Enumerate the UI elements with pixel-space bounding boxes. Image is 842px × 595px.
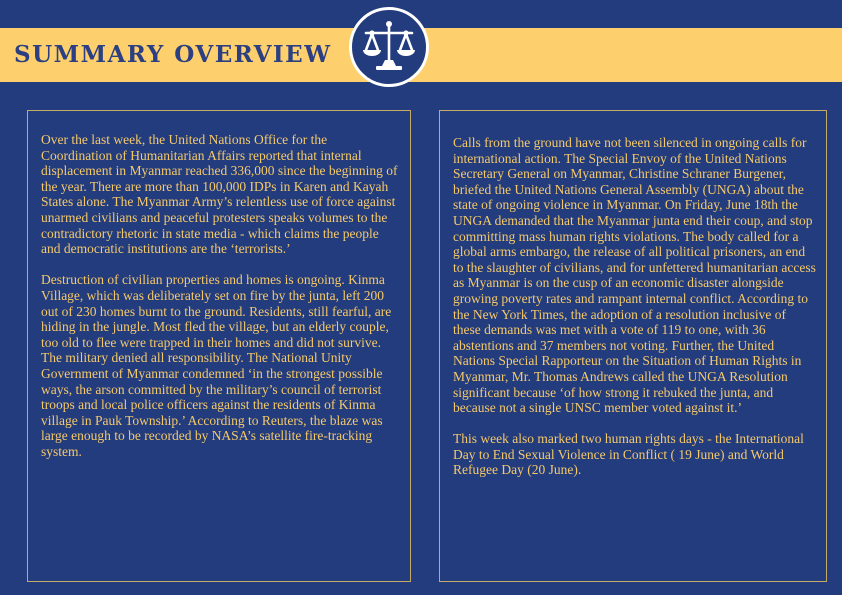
paragraph-kinma-village: Destruction of civilian properties and homes is ongoing. Kinma Village, which was deliberately set on fire by the junta, left 200 out of 230 homes burnt to the ground. Residents, still fearful, are hiding in the jungle. Most fled the village, but an elderly couple, too old to flee were trapped in their homes and did not survive. The military denied all responsibility. The National Unity Government of Myanmar condemned ‘in the strongest possible ways, the arson committed by the military’s council of terrorist troops and local police officers against the residents of Kinma village in Pauk Township.’ According to Reuters, the blaze was large enough to be recorded by NASA’s satellite fire-tracking system. [41,272,392,459]
summary-right-column [439,110,827,582]
paragraph-unga-resolution: Calls from the ground have not been silenced in ongoing calls for international action. The Special Envoy of the United Nations Secretary General on Myanmar, Christine Schraner Burgener, briefed the United Nations General Assembly (UNGA) about the state of ongoing violence in Myanmar. On Friday, June 18th the UNGA demanded that the Myanmar junta end their coup, and stop committing mass human rights violations. The body called for a global arms embargo, the release of all political prisoners, an end to the slaughter of civilians, and for unfettered humanitarian access as Myanmar is on the cusp of an economic disaster alongside growing poverty rates and rampant internal conflict. According to the New York Times, the adoption of a resolution inclusive of these demands was met with a vote of 119 to one, with 36 abstentions and 37 members not voting. Further, the United Nations Special Rapporteur on the Situation of Human Rights in Myanmar, Mr. Thomas Andrews called the UNGA Resolution significant because ‘of how strong it rebuked the junta, and because not a single UNSC member voted against it.’ [453,135,816,416]
page-title: SUMMARY OVERVIEW [14,41,332,68]
scales-of-justice-icon [352,10,426,84]
emblem-badge [349,7,429,87]
paragraph-displacement: Over the last week, the United Nations Office for the Coordination of Humanitarian Affairs reported that internal displacement in Myanmar reached 336,000 since the beginning of the year. There are more than 100,000 IDPs in Karen and Kayah States alone. The Myanmar Army’s relentless use of force against unarmed civilians and peaceful protesters speaks volumes to the contradictory rhetoric in state media - which claims the people and democratic institutions are the ‘terrorists.’ [41,132,398,257]
paragraph-human-rights-days: This week also marked two human rights days - the International Day to End Sexual Violence in Conflict ( 19 June) and World Refugee Day (20 June). [453,431,804,478]
summary-left-column [27,110,411,582]
